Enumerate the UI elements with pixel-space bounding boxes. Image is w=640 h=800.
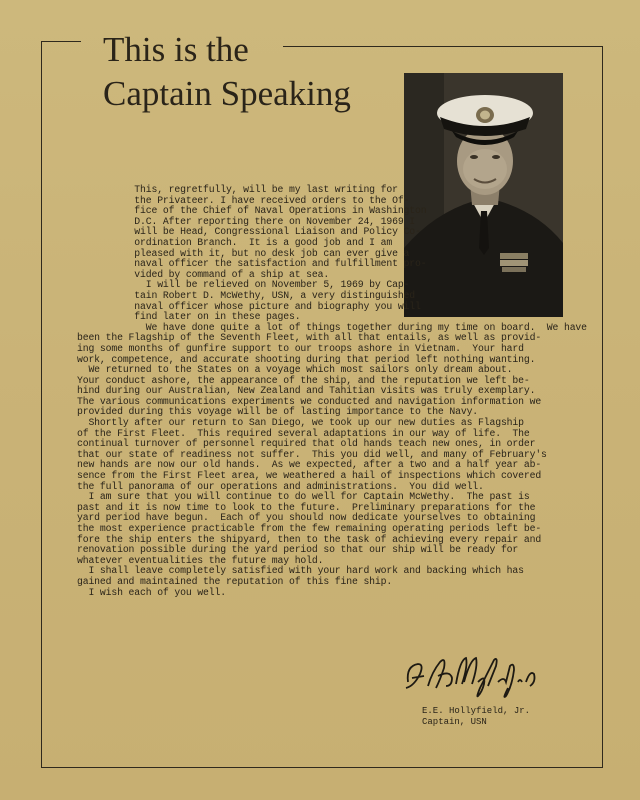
letter-line: gained and maintained the reputation of this fine ship.: [77, 575, 393, 587]
letter-line: work, competence, and accurate shooting during that period left nothing wanting.: [77, 353, 536, 365]
letter-line: I shall leave completely satisfied with your hard work and backing which has: [77, 565, 524, 577]
frame-top-left-segment: [41, 41, 81, 42]
letter-line: that our state of readiness not suffer. This you did well, and many of February's: [77, 448, 547, 460]
letter-body: [77, 185, 597, 598]
handwritten-signature-icon: [402, 652, 542, 702]
letter-line: continual turnover of personnel required that old hands teach new ones, in order: [77, 438, 536, 450]
letter-line: been the Flagship of the Seventh Fleet, with all that entails, as well as provid-: [77, 332, 542, 344]
letter-line: Your conduct ashore, the appearance of the ship, and the reputation we left be-: [77, 374, 530, 386]
letter-line: sence from the First Fleet area, we weathered a hail of inspections which covered: [77, 470, 542, 482]
letter-line: past and it is now time to look to the future. Preliminary preparations for the: [77, 501, 536, 513]
letter-line: D.C. After reporting there on November 24, 1969 I: [77, 215, 416, 227]
letter-line: I am sure that you will continue to do well for Captain McWethy. The past is: [77, 491, 530, 503]
letter-line: yard period have begun. Each of you should now dedicate yourselves to obtaining: [77, 512, 536, 524]
letter-line: I will be relieved on November 5, 1969 by Cap-: [77, 279, 410, 291]
letter-line: We have done quite a lot of things together during my time on board. We have: [77, 321, 587, 333]
frame-right: [602, 46, 603, 768]
letter-line: will be Head, Congressional Liaison and Policy Co-: [77, 226, 421, 238]
letter-line: whatever eventualities the future may hold.: [77, 554, 324, 566]
letter-line: of the First Fleet. This required several adaptations in our way of life. The: [77, 427, 530, 439]
letter-line: tain Robert D. McWethy, USN, a very distinguished: [77, 289, 416, 301]
letter-line: ing some months of gunfire support to our troops ashore in Vietnam. Your hard: [77, 342, 524, 354]
sign-off-block: [422, 706, 530, 728]
title-line-2: Captain Speaking: [103, 74, 351, 113]
letter-line: naval officer the satisfaction and fulfillment pro-: [77, 258, 427, 270]
frame-left: [41, 41, 42, 768]
title-line-1: This is the: [103, 30, 249, 69]
sign-off-rank: Captain, USN: [422, 717, 487, 727]
letter-line: vided by command of a ship at sea.: [77, 268, 330, 280]
letter-line: We returned to the States on a voyage which most sailors only dream about.: [77, 364, 513, 376]
letter-line: new hands are now our old hands. As we expected, after a two and a half year ab-: [77, 459, 542, 471]
page-title: [103, 28, 351, 116]
letter-line: Shortly after our return to San Diego, we took up our new duties as Flagship: [77, 417, 524, 429]
letter-line: the full panorama of our operations and administrations. You did well.: [77, 480, 484, 492]
sign-off-name: E.E. Hollyfield, Jr.: [422, 706, 531, 716]
letter-line: the Privateer. I have received orders to the Of-: [77, 194, 410, 206]
letter-line: renovation possible during the yard period so that our ship will be ready for: [77, 544, 519, 556]
letter-line: pleased with it, but no desk job can ever give a: [77, 247, 410, 259]
letter-line: the most experience practicable from the few remaining operating periods left be-: [77, 523, 542, 534]
letter-line: fice of the Chief of Naval Operations in Washington: [77, 205, 427, 217]
frame-bottom: [41, 767, 603, 768]
letter-line: find later on in these pages.: [77, 311, 301, 323]
letter-line: hind during our Australian, New Zealand and Tahitian visits was truly exemplary.: [77, 385, 536, 397]
letter-line: fore the ship enters the shipyard, then to the task of achieving every repair and: [77, 533, 542, 545]
letter-line: I wish each of you well.: [77, 586, 226, 598]
letter-line: naval officer whose picture and biography you will: [77, 300, 421, 312]
letter-line: This, regretfully, will be my last writing for: [77, 184, 398, 195]
letter-line: The various communications experiments we conducted and navigation information we: [77, 395, 542, 407]
letter-line: provided during this voyage will be of lasting importance to the Navy.: [77, 406, 479, 418]
letter-line: ordination Branch. It is a good job and I am: [77, 236, 393, 248]
